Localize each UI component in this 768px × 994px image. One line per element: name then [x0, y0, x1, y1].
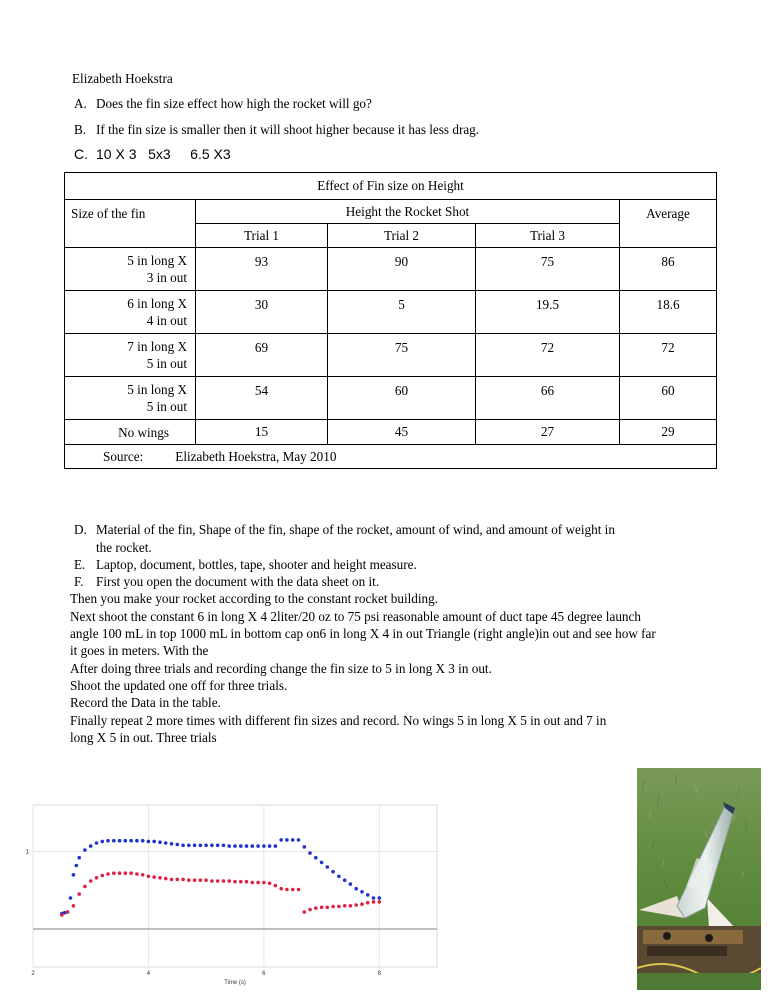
data-point: [239, 880, 243, 884]
fin-size-line: 5 in long X: [127, 253, 187, 268]
trial-value: 54: [196, 377, 328, 420]
data-point: [256, 844, 260, 848]
data-point: [152, 875, 156, 879]
list-item: [0, 521, 768, 557]
fin-size-cell: [65, 420, 196, 445]
data-point: [245, 880, 249, 884]
data-point: [164, 877, 168, 881]
item-text: If the fin size is smaller then it will shoot higher because it has less drag.: [96, 122, 480, 137]
data-point: [331, 870, 335, 874]
item-text: Laptop, document, bottles, tape, shooter and height measure.: [96, 557, 417, 572]
data-point: [83, 848, 87, 852]
data-point: [75, 864, 79, 868]
data-point: [343, 878, 347, 882]
fin-size-line: 3 in out: [146, 270, 187, 285]
item-text: First you open the document with the data sheet on it.: [96, 574, 380, 589]
data-point: [308, 851, 312, 855]
column-header-trial: Trial 3: [476, 224, 620, 248]
table-row: [65, 420, 717, 445]
data-point: [176, 878, 180, 882]
data-point: [262, 844, 266, 848]
data-point: [176, 843, 180, 847]
item-text: 10 X 3 5x3 6.5 X3: [96, 146, 231, 162]
data-point: [291, 888, 295, 892]
list-item: [0, 121, 768, 138]
data-point: [343, 904, 347, 908]
data-point: [274, 844, 278, 848]
data-point: [326, 906, 330, 910]
column-header-trial: Trial 1: [196, 224, 328, 248]
data-point: [262, 881, 266, 885]
data-point: [372, 900, 376, 904]
data-point: [378, 900, 382, 904]
data-point: [118, 871, 122, 875]
table-title: Effect of Fin size on Height: [65, 173, 717, 200]
data-point: [89, 844, 93, 848]
procedure-line: Then you make your rocket according to the constant rocket building.: [70, 591, 439, 606]
source-text: Elizabeth Hoekstra, May 2010: [175, 448, 337, 464]
data-point: [112, 871, 116, 875]
table-source: [65, 445, 717, 469]
trial-value: 45: [328, 420, 476, 445]
data-point: [187, 844, 191, 848]
x-axis-label: Time (s): [224, 980, 246, 986]
data-point: [158, 840, 162, 844]
data-point: [147, 840, 151, 844]
height-vs-time-chart: [20, 800, 440, 990]
trial-value: 93: [196, 248, 328, 291]
data-point: [135, 839, 139, 843]
data-point: [372, 896, 376, 900]
average-value: 60: [620, 377, 717, 420]
data-point: [314, 856, 318, 860]
data-point: [366, 901, 370, 905]
data-point: [337, 875, 341, 879]
column-header-trial: Trial 2: [328, 224, 476, 248]
trial-value: 75: [476, 248, 620, 291]
data-point: [285, 838, 289, 842]
column-header-size: Size of the fin: [65, 200, 196, 248]
data-point: [216, 879, 220, 883]
x-tick-label: 8: [377, 971, 381, 977]
data-point: [279, 838, 283, 842]
data-point: [268, 882, 272, 886]
data-point: [193, 878, 197, 882]
trial-value: 27: [476, 420, 620, 445]
table-row: [65, 291, 717, 334]
fin-size-line: 6 in long X: [127, 296, 187, 311]
x-tick-label: 4: [146, 971, 151, 977]
data-point: [141, 873, 145, 877]
trial-value: 75: [328, 334, 476, 377]
list-item: [0, 556, 768, 573]
y-tick-label: 1: [25, 849, 29, 856]
data-point: [210, 879, 214, 883]
data-point: [77, 856, 81, 860]
trial-value: 72: [476, 334, 620, 377]
data-point: [210, 844, 214, 848]
trial-value: 15: [196, 420, 328, 445]
data-point: [187, 878, 191, 882]
list-item: [0, 146, 768, 164]
data-point: [158, 876, 162, 880]
procedure-line: Next shoot the constant 6 in long X 4 2liter/20 oz to 75 psi reasonable amount of duct tape 45 degree launch: [70, 609, 641, 624]
data-point: [101, 840, 105, 844]
fin-size-cell: [65, 291, 196, 334]
data-point: [112, 839, 116, 843]
data-point: [268, 844, 272, 848]
item-text-continued: the rocket.: [96, 540, 152, 555]
fin-size-line: 5 in out: [146, 399, 187, 414]
data-point: [118, 839, 122, 843]
data-point: [331, 905, 335, 909]
data-point: [216, 844, 220, 848]
data-point: [239, 844, 243, 848]
data-point: [72, 873, 76, 877]
data-point: [366, 893, 370, 897]
data-point: [124, 871, 128, 875]
trial-value: 30: [196, 291, 328, 334]
data-point: [181, 844, 185, 848]
table-row: [65, 334, 717, 377]
item-letter: F.: [74, 574, 84, 589]
data-point: [245, 844, 249, 848]
fin-size-line: 4 in out: [146, 313, 187, 328]
fin-size-data-table: [64, 172, 717, 469]
data-point: [320, 906, 324, 910]
trial-value: 60: [328, 377, 476, 420]
table-row: [65, 248, 717, 291]
procedure-line: Shoot the updated one off for three trials.: [70, 678, 288, 693]
data-point: [199, 878, 203, 882]
data-point: [251, 844, 255, 848]
data-point: [83, 885, 87, 889]
fin-size-line: 5 in out: [146, 356, 187, 371]
data-point: [129, 871, 133, 875]
data-point: [95, 876, 99, 880]
rocket-photo-image: [637, 768, 761, 990]
item-letter: B.: [74, 122, 87, 137]
data-point: [204, 878, 208, 882]
fin-size-cell: [65, 334, 196, 377]
data-point: [164, 841, 168, 845]
average-value: 18.6: [620, 291, 717, 334]
data-point: [124, 839, 128, 843]
data-point: [227, 879, 231, 883]
data-point: [274, 884, 278, 888]
trial-value: 5: [328, 291, 476, 334]
table-row: [65, 377, 717, 420]
data-point: [66, 910, 70, 914]
item-text: Does the fin size effect how high the rocket will go?: [96, 96, 372, 111]
data-point: [141, 839, 145, 843]
data-point: [354, 903, 358, 907]
data-point: [77, 892, 81, 896]
data-point: [337, 905, 341, 909]
data-point: [279, 887, 283, 891]
fin-size-line: 5 in long X: [127, 382, 187, 397]
author-name: Elizabeth Hoekstra: [72, 71, 173, 86]
item-letter: E.: [74, 557, 86, 572]
procedure-line: Record the Data in the table.: [70, 695, 221, 710]
procedure-line: it goes in meters. With the: [70, 643, 209, 658]
data-point: [349, 882, 353, 886]
data-point: [291, 838, 295, 842]
average-value: 72: [620, 334, 717, 377]
data-point: [170, 842, 174, 846]
data-point: [256, 881, 260, 885]
data-point: [360, 890, 364, 894]
data-point: [297, 888, 301, 892]
list-item: [0, 573, 768, 590]
data-point: [204, 844, 208, 848]
data-point: [147, 875, 151, 879]
trial-value: 66: [476, 377, 620, 420]
data-point: [135, 872, 139, 876]
data-point: [72, 904, 76, 908]
data-point: [222, 844, 226, 848]
data-point: [251, 881, 255, 885]
data-point: [193, 844, 197, 848]
trial-value: 90: [328, 248, 476, 291]
data-point: [152, 840, 156, 844]
data-point: [129, 839, 133, 843]
data-point: [95, 841, 99, 845]
x-tick-label: 2: [31, 971, 35, 977]
column-header-height: Height the Rocket Shot: [196, 200, 620, 224]
rocket-photo: [637, 768, 761, 990]
data-point: [233, 844, 237, 848]
data-point: [227, 844, 231, 848]
item-letter: C.: [74, 146, 88, 162]
plot-area: [33, 805, 437, 967]
fin-size-cell: [65, 248, 196, 291]
data-point: [360, 902, 364, 906]
data-point: [233, 880, 237, 884]
data-point: [222, 879, 226, 883]
data-point: [89, 879, 93, 883]
data-point: [303, 845, 307, 849]
data-point: [106, 839, 110, 843]
data-point: [60, 913, 64, 917]
data-point: [285, 888, 289, 892]
data-point: [378, 896, 382, 900]
data-point: [170, 878, 174, 882]
procedure-line: Finally repeat 2 more times with different fin sizes and record. No wings 5 in long X 5 in out and 7 in: [70, 713, 607, 728]
item-letter: D.: [74, 522, 87, 537]
data-point: [101, 874, 105, 878]
item-text: Material of the fin, Shape of the fin, shape of the rocket, amount of wind, and amount of weight in: [96, 522, 615, 537]
procedure-line: long X 5 in out. Three trials: [70, 730, 217, 745]
procedure-line: angle 100 mL in top 1000 mL in bottom cap on6 in long X 4 in out Triangle (right angle)in out and see how far: [70, 626, 656, 641]
average-value: 86: [620, 248, 717, 291]
x-tick-label: 6: [262, 971, 266, 977]
column-header-average: Average: [620, 200, 717, 248]
data-point: [303, 910, 307, 914]
fin-size-cell: [65, 377, 196, 420]
procedure-line: After doing three trials and recording change the fin size to 5 in long X 3 in out.: [70, 661, 492, 676]
data-point: [349, 904, 353, 908]
source-label: Source:: [103, 448, 144, 464]
trial-value: 69: [196, 334, 328, 377]
data-point: [320, 861, 324, 865]
data-point: [106, 872, 110, 876]
average-value: 29: [620, 420, 717, 445]
data-point: [199, 844, 203, 848]
item-letter: A.: [74, 96, 87, 111]
fin-size-line: 7 in long X: [127, 339, 187, 354]
trial-value: 19.5: [476, 291, 620, 334]
data-point: [308, 908, 312, 912]
data-point: [69, 896, 73, 900]
data-point: [354, 887, 358, 891]
fin-size-line: No wings: [118, 424, 169, 440]
data-point: [326, 865, 330, 869]
data-point: [314, 906, 318, 910]
data-point: [297, 838, 301, 842]
data-point: [181, 878, 185, 882]
list-item: [0, 95, 768, 112]
